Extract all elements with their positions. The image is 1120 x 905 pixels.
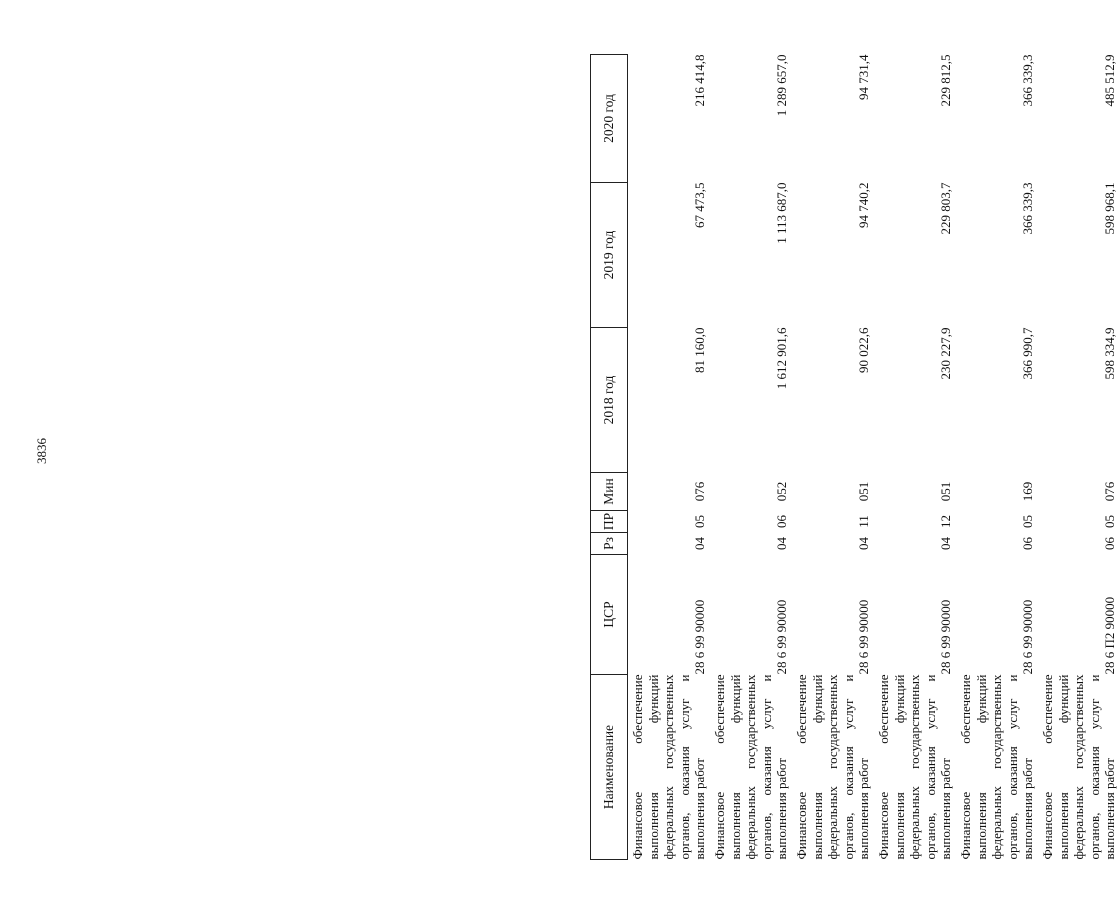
row-min: 076 [691,481,707,502]
table-row [792,55,874,860]
row-2018: 90 022,6 [855,327,871,373]
row-csr: 28 6 99 90000 [1019,599,1035,675]
row-name: Финансовое обеспечение выполнения функций федеральных государственных органов, оказания услуг и выполнения работ [1040,674,1117,860]
page-number: 3836 [34,438,49,464]
header-min: Мин [591,473,628,511]
row-2019: 94 740,2 [855,182,871,228]
header-2018: 2018 год [591,328,628,473]
row-2020: 229 812,5 [937,54,953,107]
row-name: Финансовое обеспечение выполнения функций федеральных государственных органов, оказания услуг и выполнения работ [876,674,953,860]
table-header-row [591,55,628,860]
row-2020: 366 339,3 [1019,54,1035,107]
row-2018: 230 227,9 [937,327,953,380]
row-rz: 04 [691,537,707,550]
table-row [1038,55,1120,860]
row-2020: 485 512,9 [1101,54,1117,107]
row-name: Финансовое обеспечение выполнения функций федеральных государственных органов, оказания услуг и выполнения работ [958,674,1035,860]
row-csr: 28 6 П2 90000 [1101,596,1117,675]
row-rz: 04 [937,537,953,550]
row-2020: 94 731,4 [855,54,871,100]
header-2019: 2019 год [591,183,628,328]
row-min: 076 [1101,481,1117,502]
row-pr: 05 [691,515,707,528]
header-2020: 2020 год [591,55,628,183]
table-row [874,55,956,860]
row-2020: 1 289 657,0 [773,54,789,117]
row-csr: 28 6 99 90000 [937,599,953,675]
row-min: 169 [1019,481,1035,502]
row-rz: 04 [773,537,789,550]
table-row [710,55,792,860]
row-pr: 12 [937,515,953,528]
row-2019: 598 968,1 [1101,182,1117,235]
row-rz: 06 [1019,537,1035,550]
budget-table-wrapper [590,55,1118,860]
row-name: Финансовое обеспечение выполнения функций федеральных государственных органов, оказания услуг и выполнения работ [712,674,789,860]
row-2019: 1 113 687,0 [773,182,789,244]
budget-table [590,54,1120,860]
row-2018: 366 990,7 [1019,327,1035,380]
row-2020: 216 414,8 [691,54,707,107]
row-name: Финансовое обеспечение выполнения функций федеральных государственных органов, оказания услуг и выполнения работ [794,674,871,860]
header-pr: ПР [591,511,628,533]
row-name: Финансовое обеспечение выполнения функций федеральных государственных органов, оказания услуг и выполнения работ [630,674,707,860]
row-rz: 04 [855,537,871,550]
row-csr: 28 6 99 90000 [691,599,707,675]
row-min: 051 [937,481,953,502]
row-pr: 05 [1101,515,1117,528]
row-pr: 06 [773,515,789,528]
row-2018: 81 160,0 [691,327,707,373]
row-2018: 1 612 901,6 [773,327,789,390]
row-2018: 598 334,9 [1101,327,1117,380]
row-2019: 366 339,3 [1019,182,1035,235]
row-pr: 11 [855,515,871,528]
row-csr: 28 6 99 90000 [773,599,789,675]
header-name: Наименование [591,675,628,860]
row-2019: 229 803,7 [937,182,953,235]
row-min: 051 [855,481,871,502]
row-pr: 05 [1019,515,1035,528]
header-csr: ЦСР [591,555,628,675]
table-row [628,55,710,860]
row-min: 052 [773,481,789,502]
row-csr: 28 6 99 90000 [855,599,871,675]
header-rz: Рз [591,533,628,555]
row-rz: 06 [1101,537,1117,550]
table-row [956,55,1038,860]
row-2019: 67 473,5 [691,182,707,228]
